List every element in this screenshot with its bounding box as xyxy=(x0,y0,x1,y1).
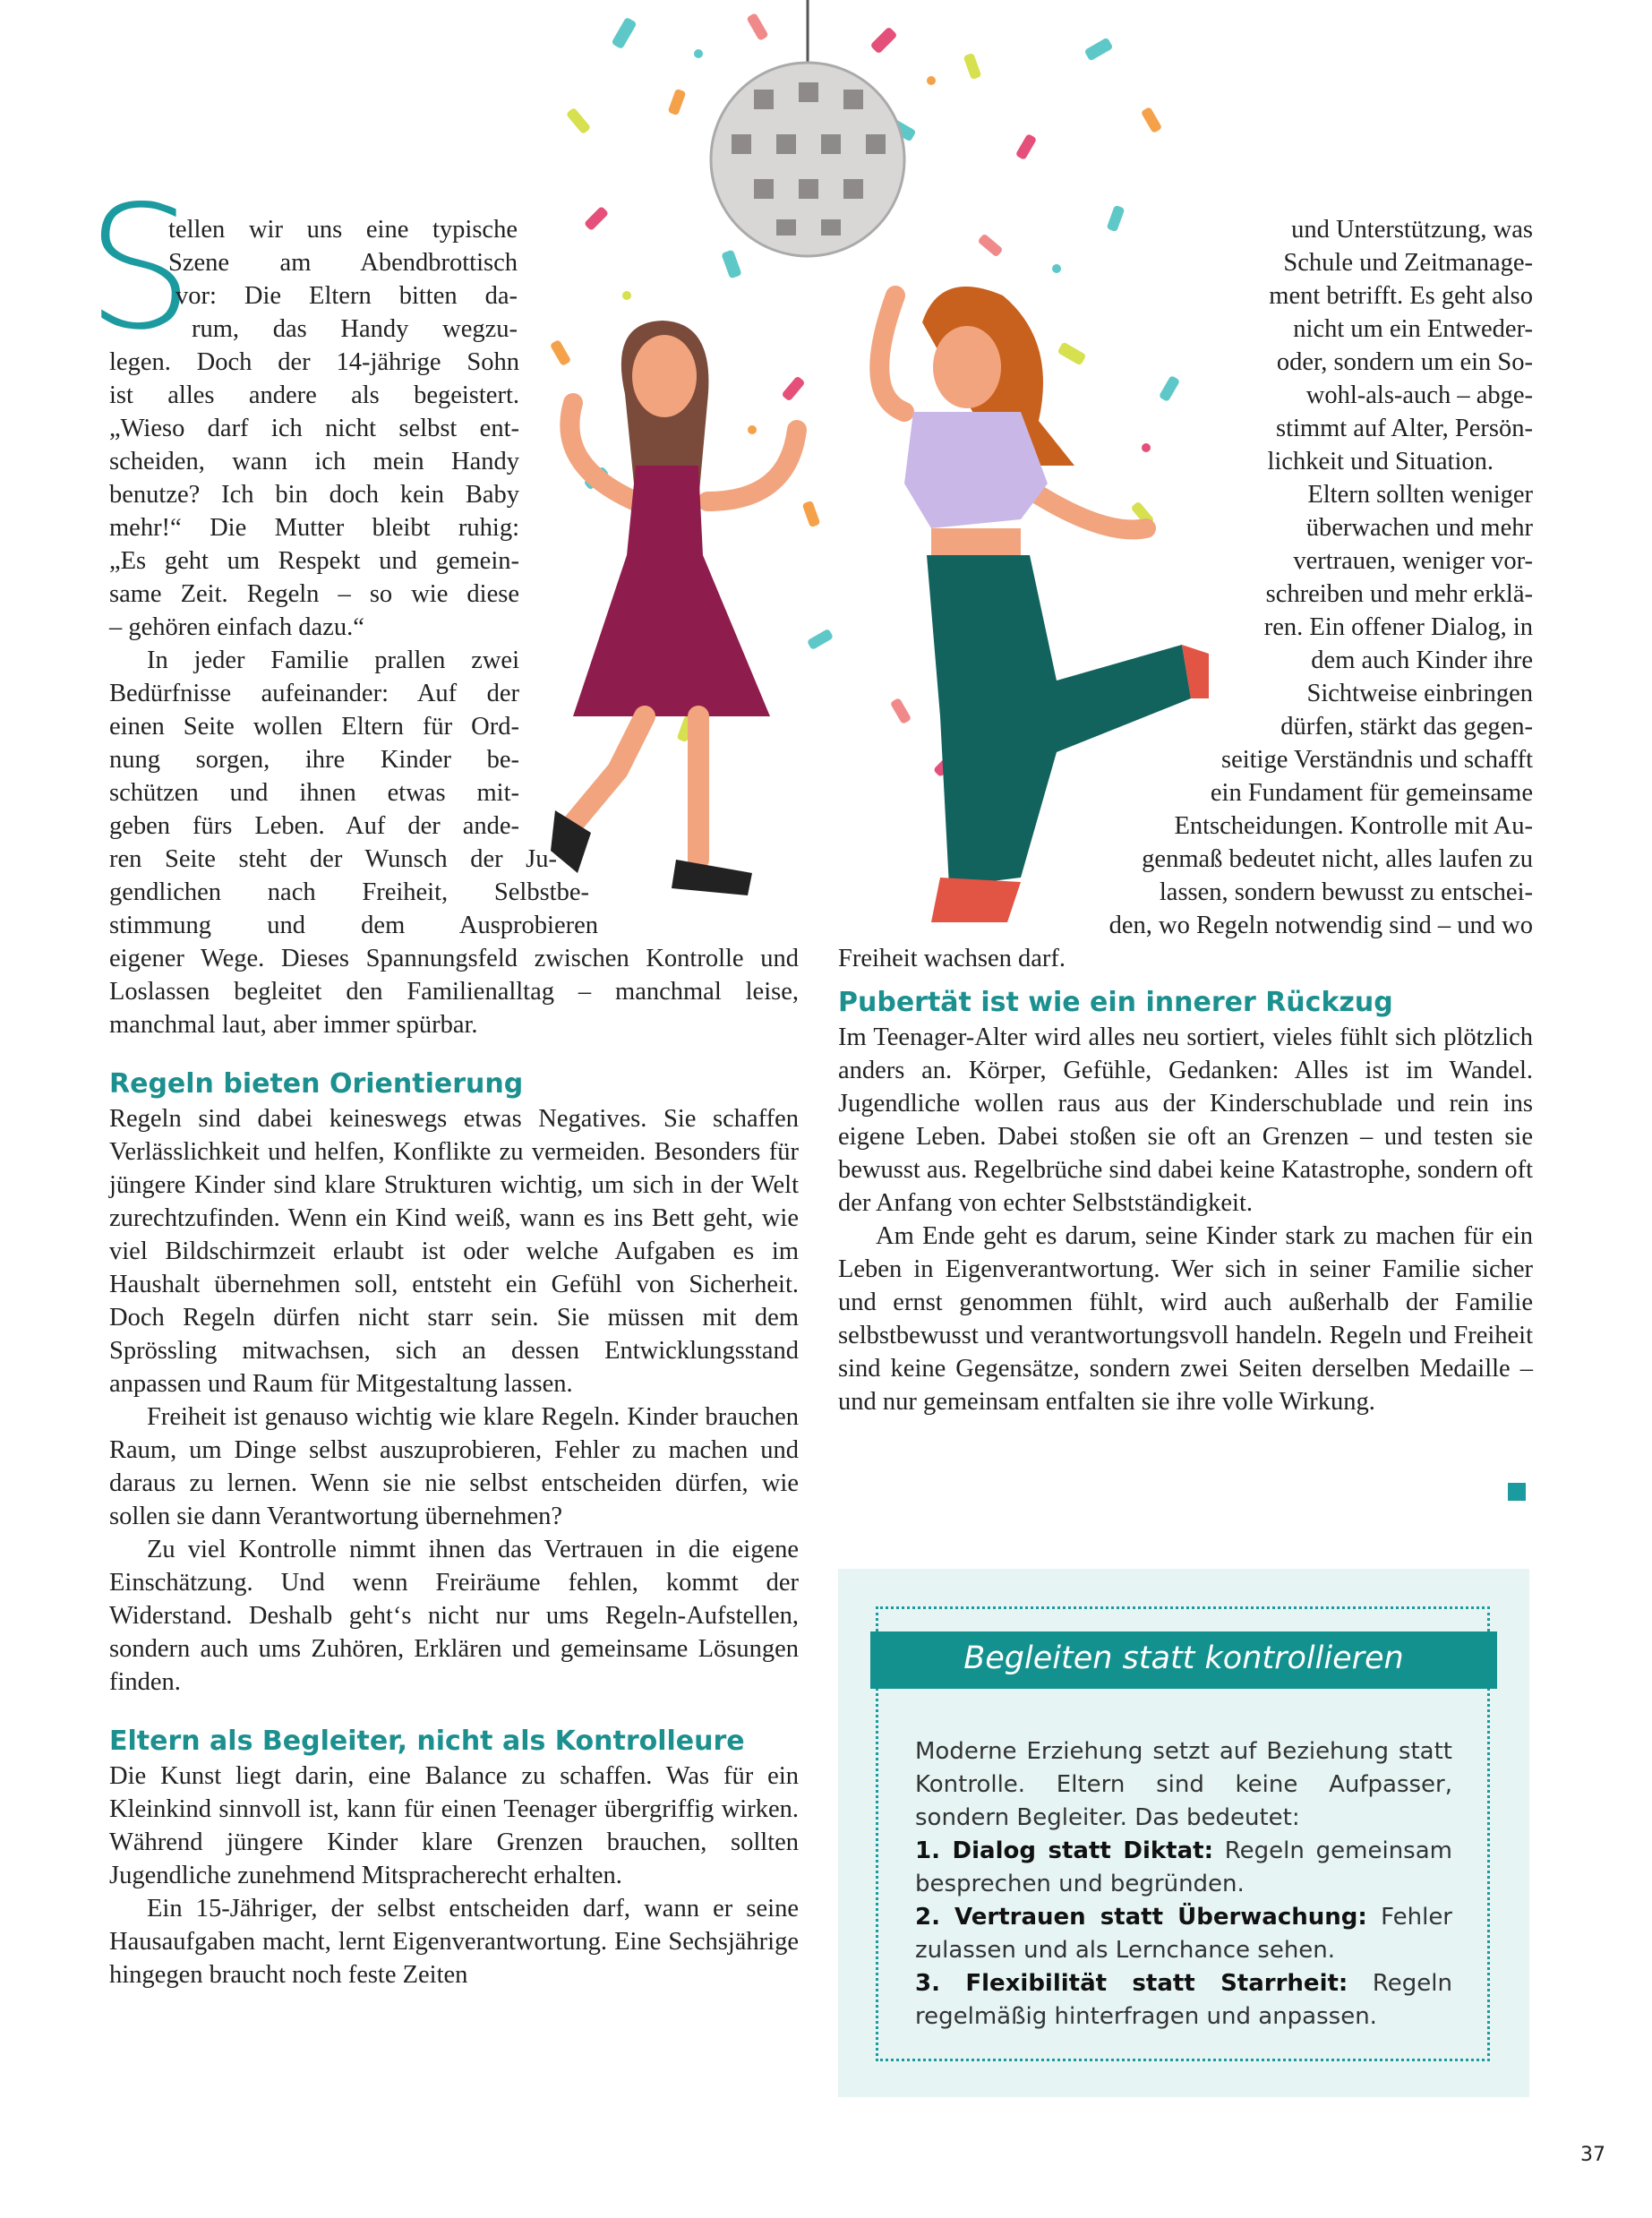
text-line: benutze? Ich bin doch kein Baby xyxy=(109,481,519,509)
text-line: rum, das Handy wegzu- xyxy=(192,315,518,343)
text-line: vertrauen, weniger vor- xyxy=(1293,547,1533,575)
section-heading: Eltern als Begleiter, nicht als Kontrolleure xyxy=(109,1726,745,1757)
text-line: Szene am Abendbrottisch xyxy=(168,249,518,277)
text-line: Eltern sollten weniger xyxy=(1307,481,1533,509)
text-line: – gehören einfach dazu.“ xyxy=(109,613,364,641)
text-line: ein Fundament für gemeinsame xyxy=(1210,779,1533,807)
dancing-woman-right xyxy=(879,287,1209,922)
info-item xyxy=(915,1901,1452,1967)
text-line: Entscheidungen. Kontrolle mit Au- xyxy=(1174,812,1533,840)
text-line: und Unterstützung, was xyxy=(1291,216,1533,244)
paragraph: Freiheit ist genauso wichtig wie klare Regeln. Kinder brauchen Raum, um Dinge selbst auszuprobieren, Fehler zu machen und daraus zu lernen. Wenn sie nie selbst entscheiden dürfen, wie sollen sie dann Verantwortung übernehmen? xyxy=(109,1403,799,1530)
text-line: „Es geht um Respekt und gemein- xyxy=(109,547,519,575)
text-line: „Wieso darf ich nicht selbst ent- xyxy=(109,415,519,442)
info-box-title: Begleiten statt kontrollieren xyxy=(963,1640,1404,1676)
drop-cap: S xyxy=(86,169,194,367)
text-line: vor: Die Eltern bitten da- xyxy=(175,282,518,310)
info-box xyxy=(838,1569,1529,2097)
text-line: den, wo Regeln notwendig sind – und wo xyxy=(1108,912,1533,939)
info-item-label: 3. Flexibilität statt Starrheit: xyxy=(915,1970,1348,1997)
end-mark-icon xyxy=(1508,1483,1526,1501)
info-box-body xyxy=(915,1735,1452,2034)
text-line: geben fürs Leben. Auf der ande- xyxy=(109,812,519,840)
text-line: stimmung und dem Ausprobieren xyxy=(109,912,598,939)
text-line: ment betrifft. Es geht also xyxy=(1269,282,1533,310)
text-line: Freiheit wachsen darf. xyxy=(838,945,1066,972)
text-line: ren. Ein offener Dialog, in xyxy=(1263,613,1533,641)
text-line: überwachen und mehr xyxy=(1305,514,1533,542)
text-line: lichkeit und Situation. xyxy=(1267,448,1494,475)
text-line: seitige Verständnis und schafft xyxy=(1220,746,1533,774)
info-item-text: Fehler zulassen und als Lernchance sehen. xyxy=(915,1904,1452,1964)
paragraph: Regeln sind dabei keineswegs etwas Negatives. Sie schaffen Verlässlichkeit und helfen, Konflikte zu vermeiden. Besonders für jüngere Kinder sind klare Strukturen wichtig, um sich in der Welt zurechtzufinden. Wenn ein Kind weiß, wann es ins Bett geht, wie viel Bildschirmzeit erlaubt ist oder welche Aufgaben es im Haushalt übernehmen soll, entsteht ein Gefühl von Sicherheit. Doch Regeln dürfen nicht starr sein. Sie müssen mit dem Sprössling mitwachsen, sich an dessen Entwicklungsstand anpassen und Raum für Mitgestaltung lassen. xyxy=(109,1105,799,1398)
section-heading: Regeln bieten Orientierung xyxy=(109,1068,524,1100)
info-box-title-band xyxy=(870,1631,1497,1689)
text-line: In jeder Familie prallen zwei xyxy=(147,647,519,674)
paragraph: Ein 15-Jähriger, der selbst entscheiden darf, wann er seine Hausaufgaben macht, lernt Eigenverantwortung. Eine Sechsjährige hingegen braucht noch feste Zeiten xyxy=(109,1895,799,1989)
text-line: legen. Doch der 14-jährige Sohn xyxy=(109,348,519,376)
paragraph: Zu viel Kontrolle nimmt ihnen das Vertrauen in die eigene Einschätzung. Und wenn Freiräume fehlen, kommt der Widerstand. Deshalb geht‘s nicht nur ums Regeln-Aufstellen, sondern auch ums Zuhören, Erklären und gemeinsame Lösungen finden. xyxy=(109,1536,799,1696)
paragraph: Am Ende geht es darum, seine Kinder stark zu machen für ein Leben in Eigenverantwortung. Wer sich in seiner Familie sicher und ernst genommen fühlt, wird auch außerhalb der Familie selbstbewusst und verantwortungsvoll handeln. Regeln und Freiheit sind keine Gegensätze, sondern zwei Seiten derselben Medaille – und nur gemeinsam entfalten sie ihre volle Wirkung. xyxy=(838,1222,1533,1416)
text-line: lassen, sondern bewusst zu entschei- xyxy=(1159,878,1533,906)
disco-ball-icon xyxy=(711,0,904,256)
text-line: Bedürfnisse aufeinander: Auf der xyxy=(109,680,519,707)
paragraph: Die Kunst liegt darin, eine Balance zu schaffen. Was für ein Kleinkind sinnvoll ist, kann für einen Teenager übergriffig wirken. Während jüngere Kinder klare Grenzen brauchen, sollten Jugendliche zunehmend Mitspracherecht erhalten. xyxy=(109,1762,799,1889)
info-box-intro: Moderne Erziehung setzt auf Beziehung statt Kontrolle. Eltern sind keine Aufpasser, sondern Begleiter. Das bedeutet: xyxy=(915,1738,1452,1831)
text-line: Sichtweise einbringen xyxy=(1306,680,1533,707)
intro-paragraph-end: eigener Wege. Dieses Spannungsfeld zwischen Kontrolle und Loslassen begleitet den Familienalltag – manchmal leise, manchmal laut, aber immer spürbar. xyxy=(109,945,799,1039)
text-line: oder, sondern um ein So- xyxy=(1276,348,1533,376)
text-line: ist alles andere als begeistert. xyxy=(109,381,519,409)
info-item xyxy=(915,1967,1452,2034)
info-item-text: Regeln gemeinsam besprechen und begründen. xyxy=(915,1837,1452,1897)
info-item-text: Regeln regelmäßig hinterfragen und anpassen. xyxy=(915,1970,1452,2030)
info-item-label: 1. Dialog statt Diktat: xyxy=(915,1837,1213,1864)
paragraph: Im Teenager-Alter wird alles neu sortiert, vieles fühlt sich plötzlich anders an. Körper, Gefühle, Gedanken: Alles ist im Wandel. Jugendliche wollen raus aus der Kinderschublade und rein ins eigene Leben. Dabei stoßen sie oft an Grenzen – und testen sie bewusst aus. Regelbrüche sind dabei keine Katastrophe, sondern oft der Anfang von echter Selbstständigkeit. xyxy=(838,1023,1533,1217)
text-line: nicht um ein Entweder- xyxy=(1293,315,1533,343)
text-line: schreiben und mehr erklä- xyxy=(1265,580,1533,608)
right-column xyxy=(838,985,1533,1418)
page-number: 37 xyxy=(1580,2144,1605,2166)
text-line: same Zeit. Regeln – so wie diese xyxy=(109,580,519,608)
dancing-illustration xyxy=(519,0,1209,976)
info-item xyxy=(915,1835,1452,1901)
text-line: stimmt auf Alter, Persön- xyxy=(1276,415,1533,442)
left-column xyxy=(109,942,799,1991)
info-item-label: 2. Vertrauen statt Überwachung: xyxy=(915,1904,1367,1931)
text-line: dem auch Kinder ihre xyxy=(1311,647,1533,674)
dancing-woman-left xyxy=(551,321,797,895)
text-line: dürfen, stärkt das gegen- xyxy=(1280,713,1533,741)
text-line: ren Seite steht der Wunsch der Ju- xyxy=(109,845,557,873)
text-line: nung sorgen, ihre Kinder be- xyxy=(109,746,519,774)
section-heading: Pubertät ist wie ein innerer Rückzug xyxy=(838,987,1393,1018)
text-line: einen Seite wollen Eltern für Ord- xyxy=(109,713,519,741)
text-line: mehr!“ Die Mutter bleibt ruhig: xyxy=(109,514,519,542)
text-line: genmaß bedeutet nicht, alles laufen zu xyxy=(1142,845,1533,873)
text-line: gendlichen nach Freiheit, Selbstbe- xyxy=(109,878,589,906)
text-line: tellen wir uns eine typische xyxy=(168,216,518,244)
text-line: wohl-als-auch – abge- xyxy=(1305,381,1533,409)
text-line: scheiden, wann ich mein Handy xyxy=(109,448,519,475)
text-line: Schule und Zeitmanage- xyxy=(1283,249,1533,277)
text-line: schützen und ihnen etwas mit- xyxy=(109,779,519,807)
